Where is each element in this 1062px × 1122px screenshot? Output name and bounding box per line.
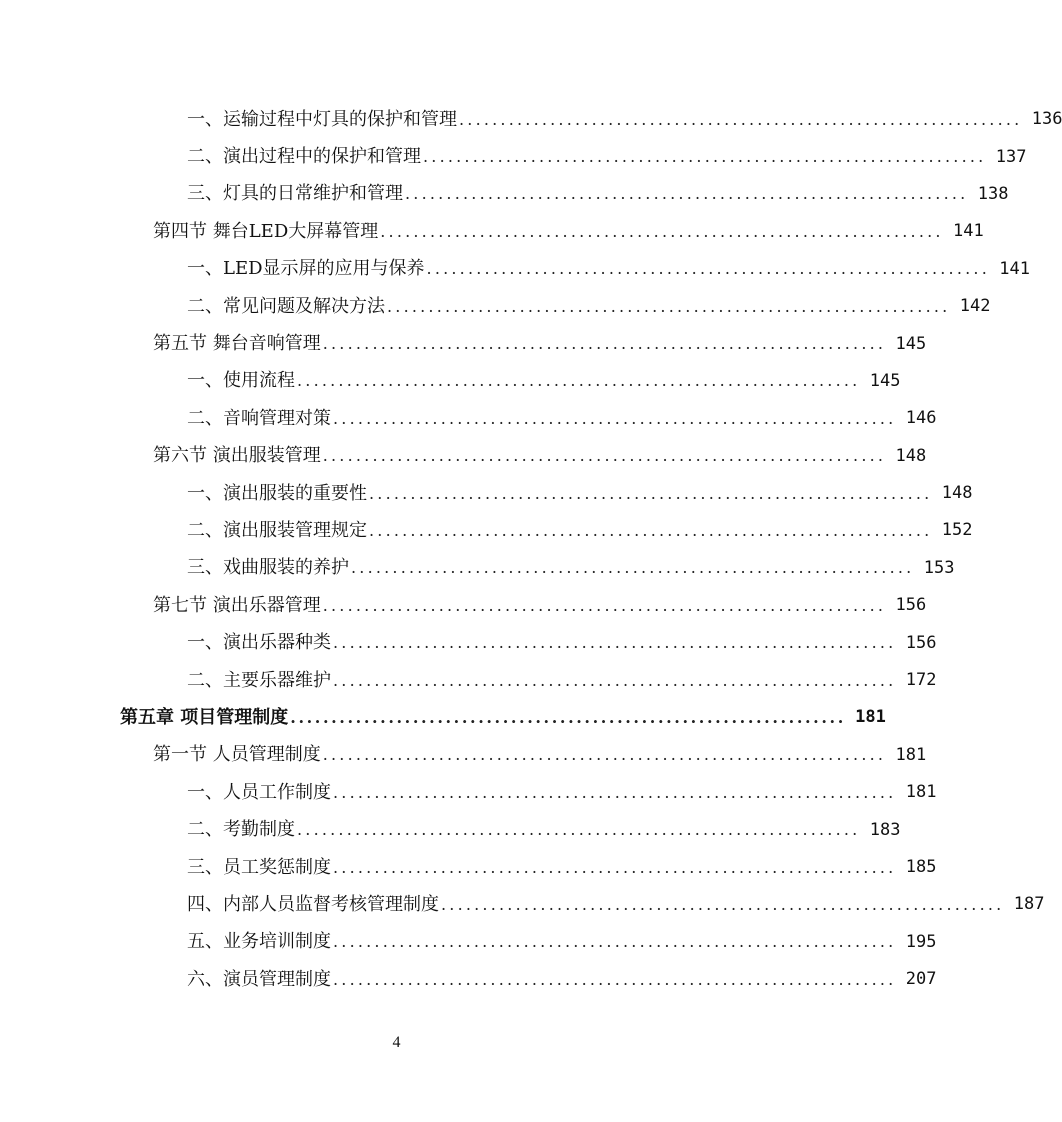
toc-entry[interactable] — [0, 176, 1009, 213]
toc-entry-title: 二、演出服装管理规定 — [187, 519, 367, 541]
toc-entry-page: 153 — [923, 557, 955, 578]
table-of-contents — [0, 101, 1062, 998]
toc-entry-page: 145 — [895, 333, 927, 354]
toc-dot-leader: .................................................................... — [333, 670, 897, 690]
toc-entry-title: 一、演出服装的重要性 — [187, 482, 367, 504]
toc-entry-page: 207 — [905, 969, 937, 990]
toc-entry-page: 156 — [895, 595, 927, 616]
toc-entry[interactable] — [0, 737, 927, 774]
toc-entry[interactable] — [0, 624, 937, 661]
toc-entry-title: 二、常见问题及解决方法 — [187, 295, 385, 317]
toc-dot-leader: .................................................................... — [322, 595, 887, 615]
toc-dot-leader: .................................................................... — [322, 446, 887, 466]
toc-dot-leader: .................................................................... — [369, 520, 933, 540]
toc-dot-leader: .................................................................... — [333, 857, 897, 877]
toc-entry-page: 138 — [977, 183, 1009, 204]
toc-entry[interactable] — [0, 961, 937, 998]
toc-entry[interactable] — [0, 251, 1030, 288]
toc-entry-page: 183 — [869, 819, 901, 840]
toc-entry[interactable] — [0, 363, 901, 400]
toc-dot-leader: .................................................................... — [369, 483, 933, 503]
toc-entry-page: 137 — [995, 146, 1027, 167]
toc-entry[interactable] — [0, 213, 984, 250]
toc-dot-leader: .................................................................... — [322, 745, 887, 765]
toc-entry[interactable] — [0, 475, 973, 512]
toc-entry-title: 第四节 舞台LED大屏幕管理 — [153, 220, 379, 242]
toc-dot-leader: .................................................................... — [423, 147, 987, 167]
toc-entry-page: 185 — [905, 857, 937, 877]
toc-entry-title: 一、LED显示屏的应用与保养 — [187, 258, 425, 280]
toc-entry-title: 三、灯具的日常维护和管理 — [187, 183, 403, 205]
toc-entry-title: 二、音响管理对策 — [187, 407, 331, 429]
toc-dot-leader: .................................................................... — [426, 259, 990, 279]
toc-entry-title: 一、演出乐器种类 — [187, 632, 331, 654]
toc-entry-page: 181 — [905, 782, 937, 803]
toc-entry-page: 136 — [1031, 109, 1062, 130]
toc-entry-title: 第五节 舞台音响管理 — [153, 333, 321, 355]
toc-entry-page: 145 — [869, 370, 901, 391]
toc-entry[interactable] — [0, 138, 1027, 175]
toc-entry-page: 181 — [895, 744, 927, 765]
toc-entry[interactable] — [0, 662, 937, 699]
toc-dot-leader: .................................................................... — [405, 184, 969, 204]
toc-entry-page: 181 — [855, 707, 886, 728]
toc-dot-leader: .................................................................... — [333, 408, 897, 428]
toc-entry-title: 一、使用流程 — [187, 370, 295, 392]
toc-entry[interactable] — [0, 811, 901, 848]
toc-entry-page: 187 — [1013, 894, 1045, 915]
toc-entry-page: 148 — [941, 483, 973, 504]
toc-entry-title: 三、员工奖惩制度 — [187, 856, 331, 878]
toc-dot-leader: .................................................................... — [290, 707, 846, 727]
page-number: 4 — [392, 1034, 401, 1051]
toc-entry-title: 第七节 演出乐器管理 — [153, 594, 321, 616]
toc-entry[interactable] — [0, 400, 937, 437]
toc-entry-title: 第五章 项目管理制度 — [120, 706, 289, 728]
toc-dot-leader: .................................................................... — [459, 109, 1023, 129]
toc-entry-page: 146 — [905, 408, 937, 429]
toc-dot-leader: .................................................................... — [387, 296, 951, 316]
toc-dot-leader: .................................................................... — [351, 558, 915, 578]
toc-dot-leader: .................................................................... — [297, 371, 861, 391]
toc-entry[interactable] — [0, 438, 927, 475]
toc-entry-title: 第一节 人员管理制度 — [153, 744, 321, 766]
toc-entry[interactable] — [0, 288, 991, 325]
toc-entry-page: 156 — [905, 632, 937, 653]
toc-entry[interactable] — [0, 512, 973, 549]
toc-entry-title: 一、人员工作制度 — [187, 781, 331, 803]
toc-entry-title: 三、戏曲服装的养护 — [187, 557, 349, 579]
toc-entry-page: 148 — [895, 445, 927, 466]
toc-entry[interactable] — [0, 774, 937, 811]
toc-entry[interactable] — [0, 101, 1062, 138]
toc-entry-page: 152 — [941, 520, 973, 541]
toc-dot-leader: .................................................................... — [297, 820, 861, 840]
toc-entry-page: 141 — [952, 221, 984, 242]
toc-dot-leader: .................................................................... — [333, 633, 897, 653]
toc-entry-title: 六、演员管理制度 — [187, 968, 331, 990]
toc-dot-leader: .................................................................... — [441, 894, 1005, 914]
toc-dot-leader: .................................................................... — [333, 932, 897, 952]
toc-entry[interactable] — [0, 587, 927, 624]
toc-entry-title: 四、内部人员监督考核管理制度 — [187, 893, 439, 915]
toc-entry-page: 172 — [905, 670, 937, 691]
toc-entry[interactable] — [0, 849, 937, 886]
toc-entry[interactable] — [0, 924, 937, 961]
toc-entry[interactable] — [0, 325, 927, 362]
toc-entry-page: 195 — [905, 931, 937, 952]
toc-dot-leader: .................................................................... — [333, 782, 897, 802]
toc-dot-leader: .................................................................... — [380, 221, 944, 241]
toc-dot-leader: .................................................................... — [322, 334, 887, 354]
toc-entry-page: 141 — [999, 258, 1030, 279]
toc-entry-title: 二、考勤制度 — [187, 819, 295, 841]
toc-entry-title: 二、主要乐器维护 — [187, 669, 331, 691]
toc-entry[interactable] — [0, 886, 1045, 923]
toc-entry[interactable] — [0, 699, 886, 736]
toc-entry-title: 第六节 演出服装管理 — [153, 445, 321, 467]
toc-entry[interactable] — [0, 550, 955, 587]
toc-dot-leader: .................................................................... — [333, 969, 897, 989]
toc-entry-title: 一、运输过程中灯具的保护和管理 — [187, 108, 457, 130]
toc-entry-title: 二、演出过程中的保护和管理 — [187, 146, 421, 168]
toc-entry-title: 五、业务培训制度 — [187, 931, 331, 953]
toc-entry-page: 142 — [959, 296, 991, 317]
